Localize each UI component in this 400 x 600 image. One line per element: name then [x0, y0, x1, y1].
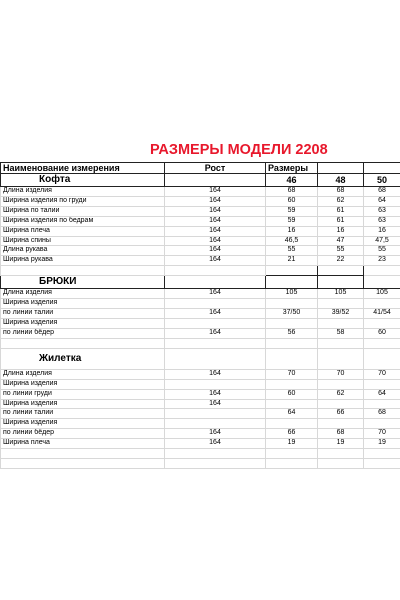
- size-label: 50: [364, 174, 400, 187]
- table-row: [1, 439, 400, 449]
- height-value: 164: [165, 309, 266, 319]
- size-value: 64: [364, 196, 400, 206]
- size-value: 37/50: [266, 309, 318, 319]
- size-value: 55: [266, 246, 318, 256]
- size-value: [266, 399, 318, 409]
- size-value: 64: [266, 409, 318, 419]
- size-value: 105: [318, 289, 364, 299]
- size-value: [318, 318, 364, 328]
- measurement-label: Ширина изделия: [1, 299, 165, 309]
- section-name-kofta: Кофта: [1, 174, 165, 187]
- size-value: 19: [318, 439, 364, 449]
- table-row: [1, 399, 400, 409]
- size-value: 105: [266, 289, 318, 299]
- height-value: 164: [165, 206, 266, 216]
- measurement-label: Ширина изделия по бедрам: [1, 216, 165, 226]
- section-name-bryuki: БРЮКИ: [1, 276, 165, 289]
- table-row: [1, 226, 400, 236]
- measurement-label: Ширина изделия: [1, 419, 165, 429]
- height-value: 164: [165, 429, 266, 439]
- height-value: 164: [165, 187, 266, 197]
- measurement-label: Ширина плеча: [1, 439, 165, 449]
- table-row: [1, 328, 400, 338]
- header-height: Рост: [165, 163, 266, 174]
- height-value: 164: [165, 399, 266, 409]
- size-value: 60: [266, 196, 318, 206]
- size-value: 58: [318, 328, 364, 338]
- size-value: 47,5: [364, 236, 400, 246]
- height-value: 164: [165, 246, 266, 256]
- table-row: [1, 289, 400, 299]
- measurement-label: по линии груди: [1, 389, 165, 399]
- section-name-zhiletka: Жилетка: [1, 348, 165, 369]
- height-value: 164: [165, 439, 266, 449]
- size-value: 19: [364, 439, 400, 449]
- size-value: 39/52: [318, 309, 364, 319]
- size-value: 55: [318, 246, 364, 256]
- measurement-label: Ширина изделия: [1, 379, 165, 389]
- height-value: 164: [165, 196, 266, 206]
- size-value: 61: [318, 206, 364, 216]
- table-row: [1, 309, 400, 319]
- measurement-label: Ширина рукава: [1, 256, 165, 266]
- size-value: [266, 419, 318, 429]
- size-value: 63: [364, 216, 400, 226]
- size-value: 66: [318, 409, 364, 419]
- size-value: 64: [364, 389, 400, 399]
- size-value: 70: [364, 369, 400, 379]
- size-value: 41/54: [364, 309, 400, 319]
- height-value: [165, 419, 266, 429]
- table-row: [1, 389, 400, 399]
- height-value: 164: [165, 226, 266, 236]
- size-value: 55: [364, 246, 400, 256]
- size-value: 16: [364, 226, 400, 236]
- size-value: 68: [318, 429, 364, 439]
- size-value: 60: [266, 389, 318, 399]
- measurement-label: Длина изделия: [1, 289, 165, 299]
- table-row: [1, 429, 400, 439]
- header-measurement-name: Наименование измерения: [1, 163, 165, 174]
- measurement-label: Ширина изделия: [1, 399, 165, 409]
- size-value: [364, 419, 400, 429]
- size-value: 68: [364, 187, 400, 197]
- measurement-label: Ширина спины: [1, 236, 165, 246]
- size-value: 23: [364, 256, 400, 266]
- table-row: [1, 206, 400, 216]
- measurement-label: Длина изделия: [1, 187, 165, 197]
- size-value: 70: [266, 369, 318, 379]
- size-value: 56: [266, 328, 318, 338]
- table-row: [1, 216, 400, 226]
- size-value: [266, 318, 318, 328]
- height-value: [165, 318, 266, 328]
- size-label: 48: [318, 174, 364, 187]
- table-header-row: [1, 163, 400, 174]
- section-header-zhiletka: [1, 348, 400, 369]
- size-value: 68: [266, 187, 318, 197]
- size-value: 59: [266, 216, 318, 226]
- kofta-rows: [1, 187, 400, 266]
- size-value: [318, 399, 364, 409]
- measurement-label: Ширина по талии: [1, 206, 165, 216]
- measurement-label: Длина рукава: [1, 246, 165, 256]
- bryuki-rows: [1, 289, 400, 339]
- size-value: [364, 379, 400, 389]
- size-value: 16: [266, 226, 318, 236]
- size-value: 62: [318, 389, 364, 399]
- size-value: 70: [364, 429, 400, 439]
- measurement-label: Ширина изделия по груди: [1, 196, 165, 206]
- height-value: [165, 379, 266, 389]
- size-value: 59: [266, 206, 318, 216]
- table-row: [1, 196, 400, 206]
- size-label: 46: [266, 174, 318, 187]
- size-value: [364, 399, 400, 409]
- size-value: [266, 299, 318, 309]
- height-value: 164: [165, 216, 266, 226]
- size-value: 21: [266, 256, 318, 266]
- table-row: [1, 236, 400, 246]
- section-header-bryuki: [1, 276, 400, 289]
- table-row: [1, 318, 400, 328]
- table-row: [1, 409, 400, 419]
- section-header-kofta: [1, 174, 400, 187]
- size-value: [364, 318, 400, 328]
- size-value: 70: [318, 369, 364, 379]
- height-value: [165, 409, 266, 419]
- table-row: [1, 369, 400, 379]
- table-row: [1, 256, 400, 266]
- height-value: 164: [165, 256, 266, 266]
- size-value: 63: [364, 206, 400, 216]
- measurement-label: Ширина изделия: [1, 318, 165, 328]
- measurement-label: Ширина плеча: [1, 226, 165, 236]
- height-value: 164: [165, 328, 266, 338]
- size-value: [266, 379, 318, 389]
- size-value: [318, 299, 364, 309]
- measurement-label: по линии бёдер: [1, 429, 165, 439]
- size-value: 60: [364, 328, 400, 338]
- size-table: [0, 162, 400, 469]
- measurement-label: по линии талии: [1, 309, 165, 319]
- size-value: [318, 419, 364, 429]
- size-value: 22: [318, 256, 364, 266]
- height-value: [165, 299, 266, 309]
- height-value: 164: [165, 389, 266, 399]
- size-value: 61: [318, 216, 364, 226]
- size-value: 68: [364, 409, 400, 419]
- table-row: [1, 379, 400, 389]
- size-value: 66: [266, 429, 318, 439]
- table-row: [1, 299, 400, 309]
- size-value: 46,5: [266, 236, 318, 246]
- size-value: 62: [318, 196, 364, 206]
- table-row: [1, 246, 400, 256]
- table-row: [1, 187, 400, 197]
- size-value: 68: [318, 187, 364, 197]
- size-value: 47: [318, 236, 364, 246]
- header-sizes: Размеры: [266, 163, 318, 174]
- height-value: 164: [165, 236, 266, 246]
- document-title: РАЗМЕРЫ МОДЕЛИ 2208: [150, 142, 328, 158]
- size-value: 19: [266, 439, 318, 449]
- table-row: [1, 419, 400, 429]
- size-value: 16: [318, 226, 364, 236]
- measurement-label: по линии бёдер: [1, 328, 165, 338]
- height-value: 164: [165, 369, 266, 379]
- zhiletka-rows: [1, 369, 400, 448]
- height-value: 164: [165, 289, 266, 299]
- size-value: [364, 299, 400, 309]
- size-value: 105: [364, 289, 400, 299]
- measurement-label: Длина изделия: [1, 369, 165, 379]
- size-value: [318, 379, 364, 389]
- measurement-label: по линии талии: [1, 409, 165, 419]
